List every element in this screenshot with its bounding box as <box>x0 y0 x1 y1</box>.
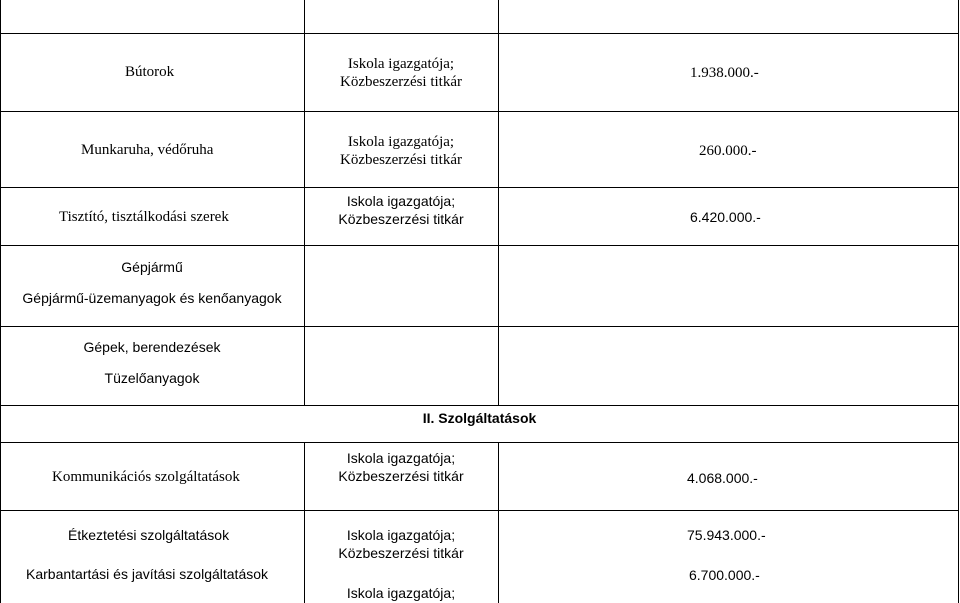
row-item-label: Gépjármű <box>121 259 183 275</box>
responsible-line-1: Iskola igazgatója; <box>347 56 455 72</box>
responsible-line-1: Iskola igazgatója; <box>346 527 456 543</box>
service-item-label: Karbantartási és javítási szolgáltatások <box>26 566 269 582</box>
service-responsible <box>304 526 498 562</box>
row-responsible <box>304 192 498 228</box>
row-responsible <box>304 55 498 91</box>
responsible-line-2: Közbeszerzési titkár <box>339 74 463 90</box>
row-amount: 6.420.000.- <box>690 209 761 225</box>
service-item-label: Kommunikációs szolgáltatások <box>52 469 240 485</box>
service-amount: 6.700.000.- <box>689 567 760 583</box>
row-responsible <box>304 133 498 169</box>
row-amount: 260.000.- <box>699 143 757 159</box>
responsible-line-1: Iskola igazgatója; <box>346 450 456 466</box>
responsible-line-1: Iskola igazgatója; <box>347 134 455 150</box>
service-responsible <box>304 449 498 485</box>
service-responsible <box>304 584 498 602</box>
row-item-label: Gépek, berendezések <box>83 339 221 355</box>
responsible-line-1: Iskola igazgatója; <box>346 585 456 601</box>
service-item-label: Étkeztetési szolgáltatások <box>68 527 230 543</box>
responsible-line-2: Közbeszerzési titkár <box>338 545 464 561</box>
responsible-line-2: Közbeszerzési titkár <box>338 468 464 484</box>
row-item-label: Tisztító, tisztálkodási szerek <box>59 209 229 225</box>
responsible-line-2: Közbeszerzési titkár <box>339 152 463 168</box>
service-amount: 75.943.000.- <box>687 527 766 543</box>
row-item-label: Bútorok <box>125 64 175 80</box>
responsible-line-2: Közbeszerzési titkár <box>338 211 464 227</box>
section-heading: II. Szolgáltatások <box>422 410 537 426</box>
responsible-line-1: Iskola igazgatója; <box>346 193 456 209</box>
row-item-label: Gépjármű-üzemanyagok és kenőanyagok <box>22 290 282 306</box>
row-item-label: Munkaruha, védőruha <box>81 142 214 158</box>
service-amount: 4.068.000.- <box>687 470 758 486</box>
row-amount: 1.938.000.- <box>690 65 759 81</box>
row-item-label: Tüzelőanyagok <box>104 370 200 386</box>
